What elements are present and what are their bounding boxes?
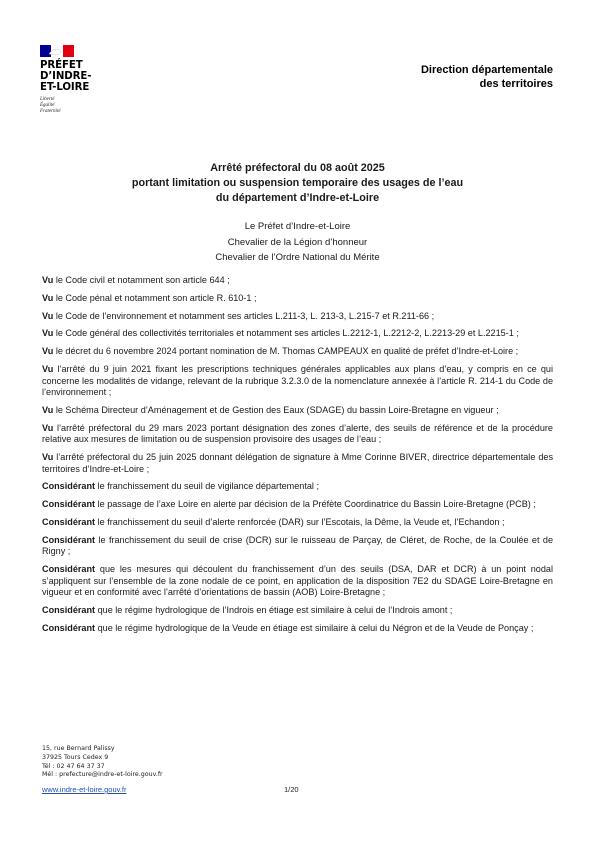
recital-lead: Vu	[42, 310, 54, 321]
title-line-1: Arrêté préfectoral du 08 août 2025	[210, 162, 385, 174]
issuing-department	[333, 64, 553, 91]
recital-text: l’arrêté préfectoral du 25 juin 2025 donnant délégation de signature à Mme Corinne BIVER, directrice départementale des territoires d’Indre-et-Loire ;	[42, 452, 553, 474]
recital-text: le décret du 6 novembre 2024 portant nomination de M. Thomas CAMPEAUX en qualité de préfet d’Indre-et-Loire ;	[53, 346, 519, 357]
recital-paragraph	[42, 346, 553, 358]
website-link[interactable]: www.indre-et-loire.gouv.fr	[42, 785, 127, 794]
recital-paragraph	[42, 423, 553, 446]
recital-lead: Vu	[42, 422, 54, 433]
motto-egalite: Égalité	[40, 103, 55, 109]
considering-paragraph	[42, 517, 553, 529]
considering-text: que les mesures qui découlent du franchissement d’un des seuils (DSA, DAR et DCR) à un point nodal s’appliquent sur l’ensemble de la zone nodale de ce point, en application de la disposition 7E2 du SDAGE Loire-Bretagne en vigueur et en conformité avec l’arrêté d’orientations de bassin (AOB) Loire-Bretagne ;	[42, 564, 553, 598]
recital-paragraph	[42, 452, 553, 475]
considering-lead: Considérant	[42, 605, 96, 616]
address-phone: Tél : 02 47 64 37 37	[42, 762, 105, 770]
motto-liberte: Liberté	[40, 97, 55, 102]
prefect-titles	[60, 219, 535, 266]
recital-text: le Schéma Directeur d’Aménagement et de Gestion des Eaux (SDAGE) du bassin Loire-Bretagne en vigueur ;	[53, 404, 499, 415]
considering-paragraph	[42, 623, 553, 635]
considering-lead: Considérant	[42, 499, 96, 510]
recital-paragraph	[42, 364, 553, 399]
prefect-line-3: Chevalier de l’Ordre National du Mérite	[215, 252, 380, 263]
title-line-3: du département d’Indre-et-Loire	[215, 192, 380, 204]
recital-lead: Vu	[42, 404, 54, 415]
recital-text: le Code de l’environnement et notamment ses articles L.211-3, L. 213-3, L.215-7 et R.211-66 ;	[53, 310, 435, 321]
address-city: 37925 Tours Cedex 9	[42, 753, 109, 761]
considering-text: le franchissement du seuil d’alerte renforcée (DAR) sur l’Escotais, la Dême, la Veude et, l’Echandon ;	[95, 516, 505, 527]
prefecture-logo	[40, 45, 120, 116]
footer-address	[42, 745, 163, 780]
considering-text: que le régime hydrologique de la Veude en étiage est similaire à celui du Négron et de la Veude de Ponçay ;	[95, 622, 534, 633]
address-email: Mél : prefecture@indre-et-loire.gouv.fr	[42, 771, 163, 779]
considering-paragraph	[42, 564, 553, 599]
recital-lead: Vu	[42, 452, 54, 463]
recital-paragraph	[42, 275, 553, 287]
recital-text: l’arrêté préfectoral du 29 mars 2023 portant désignation des zones d’alerte, des seuils de référence et de la procédure relative aux mesures de limitation ou de suspension provisoire des usages de l’eau ;	[42, 422, 553, 445]
recital-text: le Code général des collectivités territoriales et notamment ses articles L.2212-1, L.2212-2, L.2213-29 et L.2215-1 ;	[53, 328, 519, 339]
considering-text: le passage de l’axe Loire en alerte par décision de la Préfète Coordinatrice du Bassin Loire-Bretagne (PCB) ;	[95, 499, 536, 510]
logo-line-2: D’INDRE-	[40, 71, 92, 82]
page-number: 1/20	[284, 785, 299, 794]
considering-paragraph	[42, 535, 553, 558]
considering-text: que le régime hydrologique de l’Indrois en étiage est similaire à celui de l’Indrois amont ;	[95, 605, 453, 616]
considering-paragraph	[42, 499, 553, 511]
recital-paragraph	[42, 311, 553, 323]
prefect-line-2: Chevalier de la Légion d’honneur	[227, 236, 368, 248]
title-line-2: portant limitation ou suspension temporaire des usages de l’eau	[131, 177, 464, 189]
logo-line-3: ET-LOIRE	[40, 82, 90, 93]
motto-fraternite: Fraternité	[40, 109, 61, 115]
recital-paragraph	[42, 405, 553, 417]
recital-lead: Vu	[42, 363, 54, 374]
marianne-emblem-icon	[40, 45, 74, 57]
prefect-line-1: Le Préfet d’Indre-et-Loire	[244, 221, 351, 232]
considering-paragraph	[42, 481, 553, 493]
decree-title	[60, 161, 535, 206]
considering-lead: Considérant	[42, 564, 96, 575]
considering-lead: Considérant	[42, 534, 96, 545]
recital-text: le Code pénal et notamment son article R. 610-1 ;	[53, 292, 257, 303]
direction-line-1: Direction départementale	[420, 64, 553, 76]
recital-lead: Vu	[42, 328, 54, 339]
considering-text: le franchissement du seuil de crise (DCR) sur le ruisseau de Parçay, de Cléret, de Roche, de la Coulée et de Rigny ;	[42, 534, 553, 557]
address-street: 15, rue Bernard Palissy	[42, 745, 115, 752]
recital-paragraph	[42, 293, 553, 305]
considering-paragraph	[42, 605, 553, 617]
logo-line-1: PRÉFET	[40, 60, 83, 71]
recital-lead: Vu	[42, 346, 54, 357]
recital-lead: Vu	[42, 292, 54, 303]
recital-paragraph	[42, 328, 553, 340]
direction-line-2: des territoires	[479, 77, 553, 90]
considering-text: le franchissement du seuil de vigilance départemental ;	[95, 481, 319, 492]
considering-lead: Considérant	[42, 481, 96, 492]
republic-motto	[40, 97, 120, 116]
recital-text: l’arrêté du 9 juin 2021 fixant les prescriptions techniques générales applicables aux plans d’eau, y compris en ce qui concerne les modalités de vidange, relevant de la rubrique 3.2.3.0 de la nomenclature annexée à l’article R. 214-1 du Code de l’environnement ;	[42, 363, 553, 398]
considering-lead: Considérant	[42, 516, 96, 527]
recital-lead: Vu	[42, 275, 54, 285]
decree-body	[42, 275, 553, 641]
recital-text: le Code civil et notamment son article 644 ;	[53, 275, 230, 285]
considering-lead: Considérant	[42, 622, 96, 633]
